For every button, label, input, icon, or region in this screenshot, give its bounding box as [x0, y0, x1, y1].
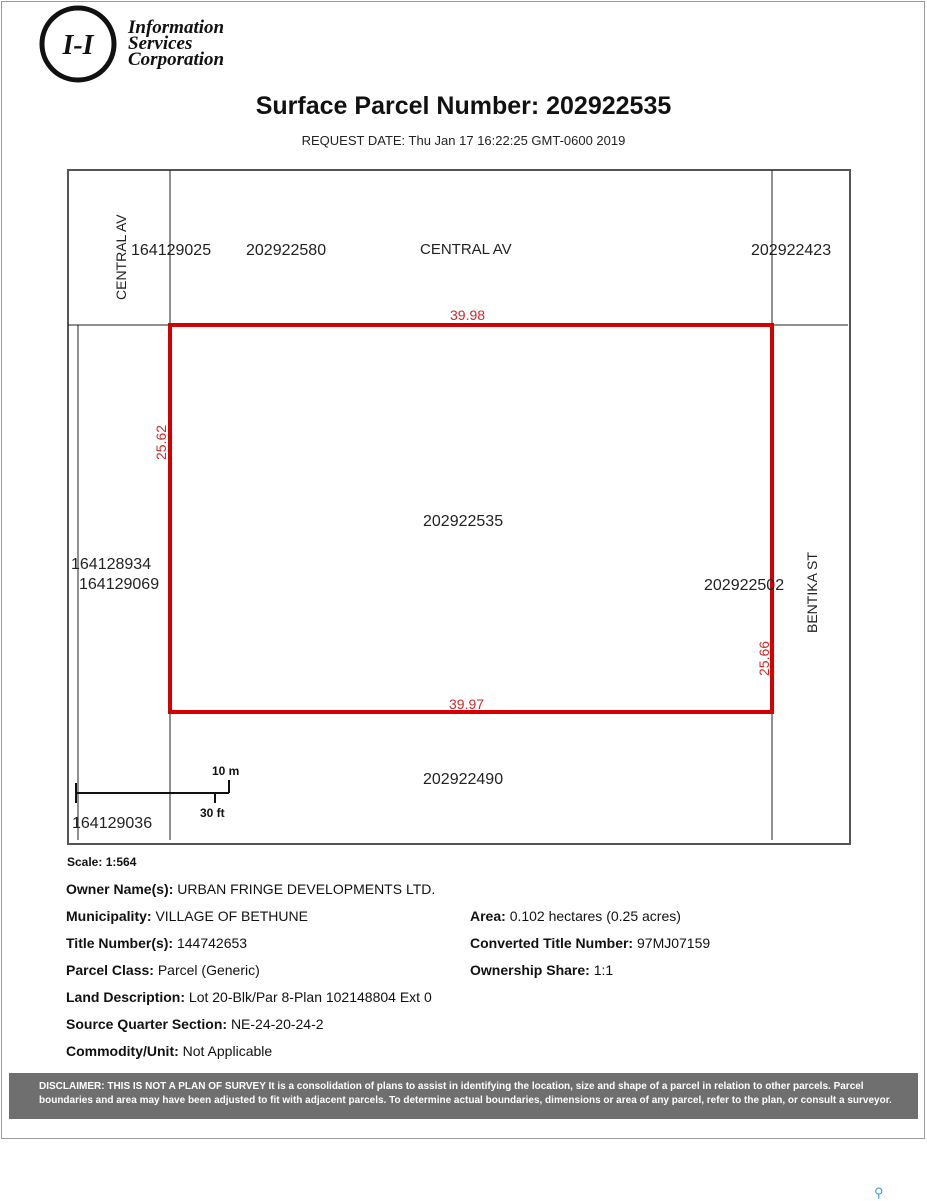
label-parcel-202922423: 202922423 [751, 242, 832, 259]
land-description-value: Lot 20-Blk/Par 8-Plan 102148804 Ext 0 [188, 989, 432, 1005]
parcel-class-row [66, 962, 260, 978]
title-numbers-row [66, 935, 247, 951]
location-pin-icon[interactable]: ⚲ [874, 1185, 884, 1200]
source-quarter-label: Source Quarter Section: [66, 1016, 228, 1032]
land-description-row [66, 989, 432, 1005]
converted-title-row [470, 935, 710, 951]
dimension-bottom: 39.97 [449, 696, 485, 712]
label-parcel-202922502: 202922502 [704, 577, 785, 594]
page-title: Surface Parcel Number: 202922535 [255, 92, 672, 120]
municipality-label: Municipality: [66, 908, 152, 924]
title-numbers-label: Title Number(s): [66, 935, 174, 951]
commodity-row [66, 1043, 272, 1059]
ownership-share-value: 1:1 [593, 962, 614, 978]
municipality-value: VILLAGE OF BETHUNE [155, 908, 308, 924]
logo-line-corporation: Corporation [128, 49, 225, 70]
area-row [470, 908, 681, 924]
commodity-label: Commodity/Unit: [66, 1043, 179, 1059]
scale-bar-feet: 30 ft [200, 806, 225, 820]
municipality-row [66, 908, 308, 924]
source-quarter-value: NE-24-20-24-2 [230, 1016, 324, 1032]
map-frame [68, 170, 850, 844]
parcel-class-value: Parcel (Generic) [157, 962, 260, 978]
dimension-left: 25.62 [153, 424, 169, 460]
owner-row [66, 881, 435, 897]
title-numbers-value: 144742653 [176, 935, 248, 951]
label-central-av-vertical: CENTRAL AV [113, 214, 129, 300]
commodity-value: Not Applicable [182, 1043, 273, 1059]
request-date: REQUEST DATE: Thu Jan 17 16:22:25 GMT-0600 2019 [301, 133, 626, 148]
source-quarter-row [66, 1016, 324, 1032]
isc-logo-mark-text: I-I [62, 30, 94, 61]
parcel-class-label: Parcel Class: [66, 962, 154, 978]
label-parcel-202922490: 202922490 [423, 771, 504, 788]
disclaimer-banner [9, 1073, 918, 1119]
label-parcel-202922580: 202922580 [246, 242, 327, 259]
land-description-label: Land Description: [66, 989, 186, 1005]
converted-title-label: Converted Title Number: [470, 935, 634, 951]
ownership-share-label: Ownership Share: [470, 962, 590, 978]
label-bentika-st: BENTIKA ST [804, 552, 820, 633]
scale-ratio: Scale: 1:564 [67, 855, 137, 869]
area-value: 0.102 hectares (0.25 acres) [509, 908, 681, 924]
label-parcel-164129025: 164129025 [131, 242, 212, 259]
label-parcel-164129036: 164129036 [72, 815, 153, 832]
owner-value: URBAN FRINGE DEVELOPMENTS LTD. [177, 881, 436, 897]
dimension-top: 39.98 [450, 307, 486, 323]
logo-line-services: Services [128, 33, 193, 54]
ownership-share-row [470, 962, 613, 978]
logo-line-information: Information [128, 17, 225, 38]
label-central-av: CENTRAL AV [420, 241, 512, 258]
owner-label: Owner Name(s): [66, 881, 174, 897]
dimension-right: 25.66 [756, 640, 772, 676]
scale-bar-metres: 10 m [212, 764, 240, 778]
label-parcel-164129069: 164129069 [79, 576, 160, 593]
converted-title-value: 97MJ07159 [637, 935, 711, 951]
label-parcel-164128934: 164128934 [71, 556, 152, 573]
disclaimer-line-2: boundaries and area may have been adjusted to fit with adjacent parcels. To determine actual boundaries, dimensions or area of any parcel, refer to the plan, or consult a surveyor. [39, 1095, 892, 1106]
label-parcel-main: 202922535 [423, 513, 504, 530]
area-label: Area: [470, 908, 506, 924]
disclaimer-line-1: DISCLAIMER: THIS IS NOT A PLAN OF SURVEY It is a consolidation of plans to assist in identifying the location, size and shape of a parcel in relation to other parcels. Parcel [39, 1081, 864, 1092]
